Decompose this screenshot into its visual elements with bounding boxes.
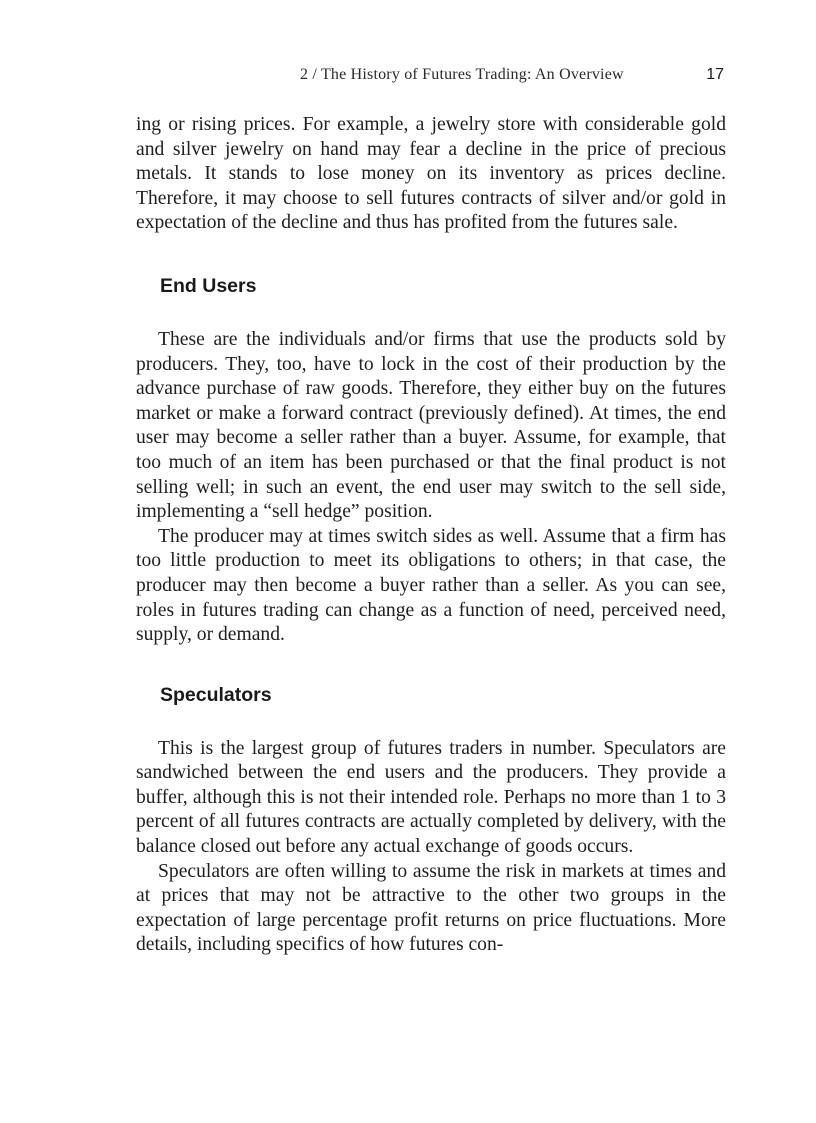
section-heading-speculators: Speculators (160, 683, 272, 706)
paragraph-end-users: These are the individuals and/or firms that use the products sold by producers. They, too, have to lock in the cost of their production by the advance purchase of raw goods. Therefore, they either buy on the futures market or make a forward contract (previously defined). At times, the end user may become a seller rather than a buyer. Assume, for example, that too much of an item has been purchased or that the final product is not selling well; in such an event, the end user may switch to the sell side, implementing a “sell hedge” position. (136, 328, 726, 523)
paragraph-speculators: This is the largest group of futures traders in number. Speculators are sandwiched between the end users and the producers. They provide a buffer, although this is not their intended role. Perhaps no more than 1 to 3 percent of all futures contracts are actually completed by delivery, with the balance closed out before any actual exchange of goods occurs. (136, 737, 726, 858)
paragraph-speculator-risk: Speculators are often willing to assume the risk in markets at times and at prices that may not be attractive to the other two groups in the expectation of large percentage profit returns on price fluctuations. More details, including specifics of how futures con- (136, 860, 726, 956)
paragraph-continuation: ing or rising prices. For example, a jewelry store with considerable gold and silver jewelry on hand may fear a decline in the price of precious metals. It stands to lose money on its inventory as prices decline. Therefore, it may choose to sell futures contracts of silver and/or gold in expectation of the decline and thus has profited from the futures sale. (136, 114, 726, 234)
running-head (300, 66, 724, 88)
body-text (136, 113, 726, 958)
paragraph-producer-switch: The producer may at times switch sides as well. Assume that a firm has too little production to meet its obligations to others; in that case, the producer may then become a buyer rather than a seller. As you can see, roles in futures trading can change as a function of need, perceived need, supply, or demand. (136, 525, 726, 646)
chapter-title: 2 / The History of Futures Trading: An Overview (300, 66, 624, 83)
page-number: 17 (706, 66, 724, 83)
section-heading-end-users: End Users (160, 274, 257, 297)
